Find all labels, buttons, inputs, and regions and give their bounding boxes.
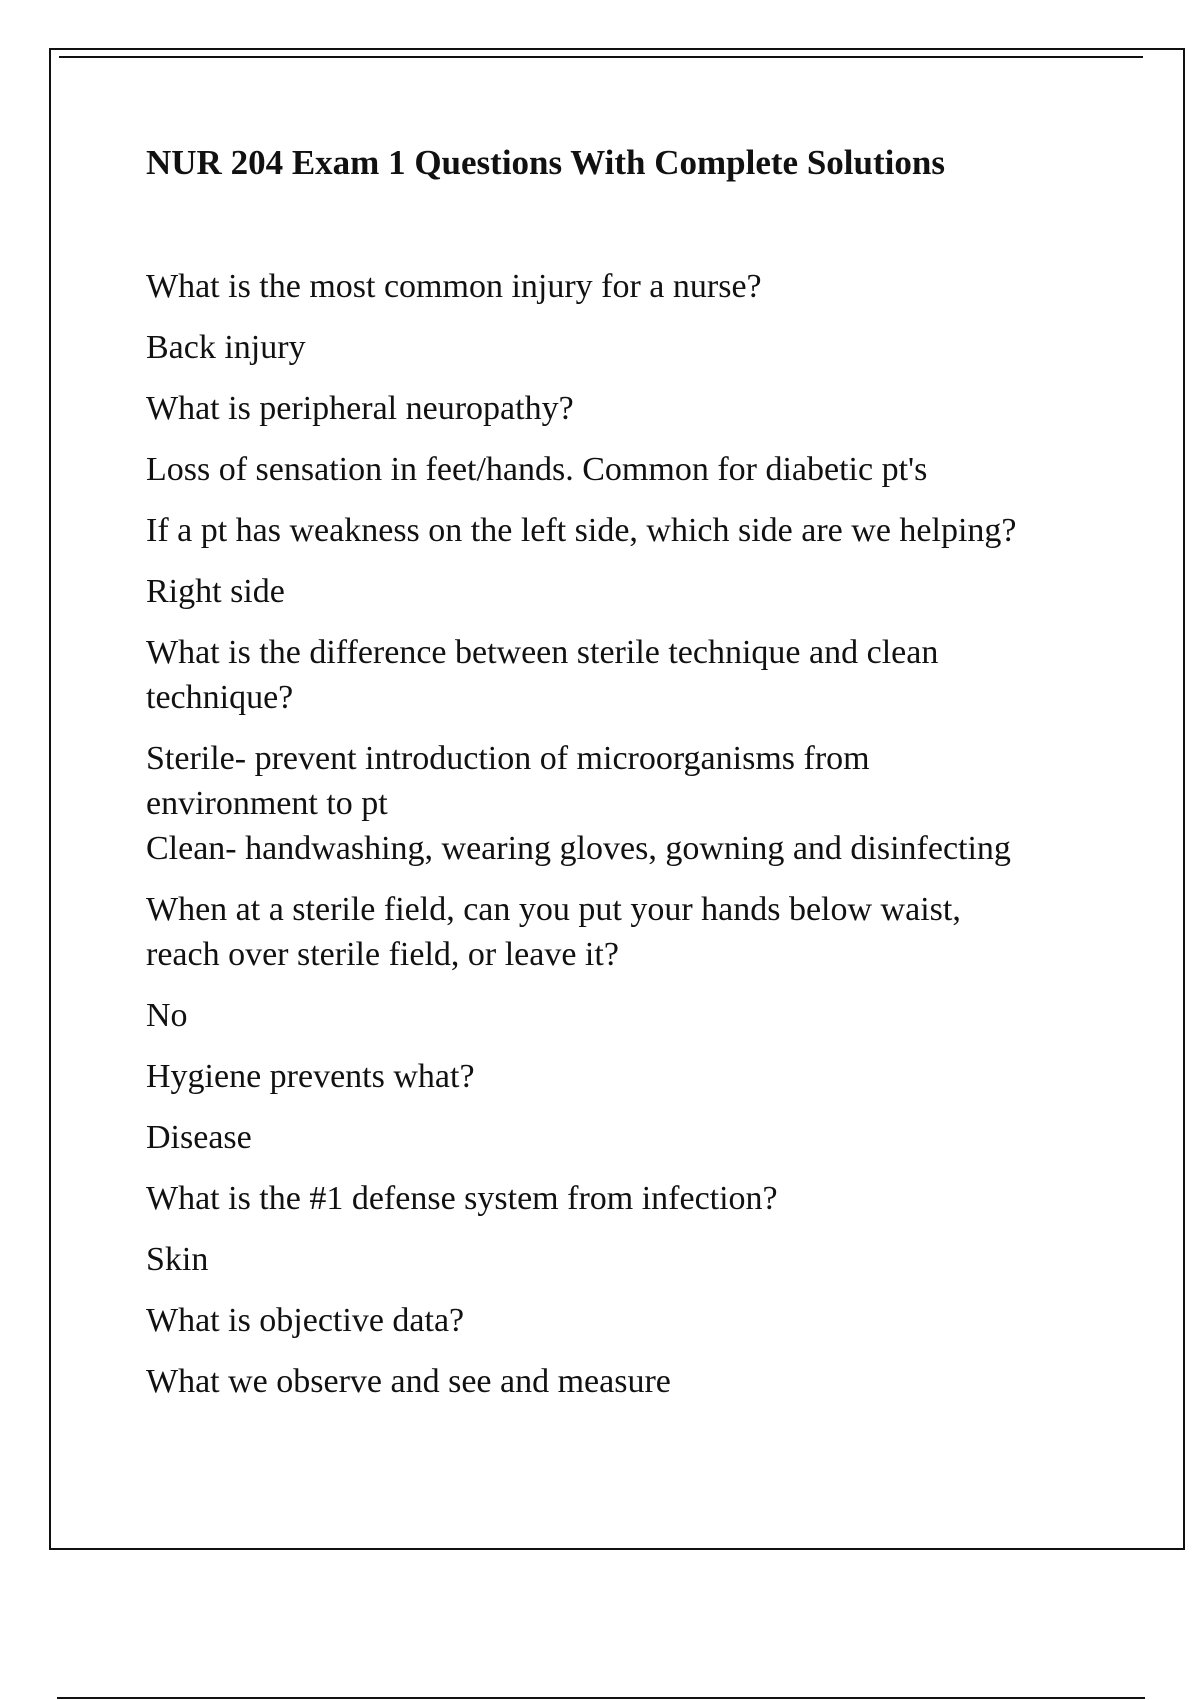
- answer-line: Sterile- prevent introduction of microorganisms from environment to pt Clean- handwashing, wearing gloves, gowning and disinfecting: [146, 740, 1011, 867]
- answer-line: Right side: [146, 573, 285, 610]
- question-line: Hygiene prevents what?: [146, 1058, 475, 1095]
- question-line: What is objective data?: [146, 1302, 465, 1339]
- answer-line: What we observe and see and measure: [146, 1363, 671, 1400]
- answer-line: Loss of sensation in feet/hands. Common for diabetic pt's: [146, 451, 928, 488]
- answer-line: Skin: [146, 1241, 209, 1278]
- answer-line: No: [146, 997, 188, 1034]
- question-line: When at a sterile field, can you put your hands below waist, reach over sterile field, or leave it?: [146, 891, 961, 973]
- question-line: What is the #1 defense system from infection?: [146, 1180, 778, 1217]
- question-line: What is the difference between sterile technique and clean technique?: [146, 634, 939, 716]
- top-rule: [59, 56, 1143, 58]
- question-line: If a pt has weakness on the left side, which side are we helping?: [146, 512, 1017, 549]
- document-body: [146, 140, 1106, 1420]
- document-title: NUR 204 Exam 1 Questions With Complete Solutions: [146, 143, 945, 182]
- answer-line: Back injury: [146, 329, 306, 366]
- question-line: What is the most common injury for a nurse?: [146, 268, 762, 305]
- question-line: What is peripheral neuropathy?: [146, 390, 574, 427]
- answer-line: Disease: [146, 1119, 252, 1156]
- bottom-rule: [57, 1697, 1145, 1699]
